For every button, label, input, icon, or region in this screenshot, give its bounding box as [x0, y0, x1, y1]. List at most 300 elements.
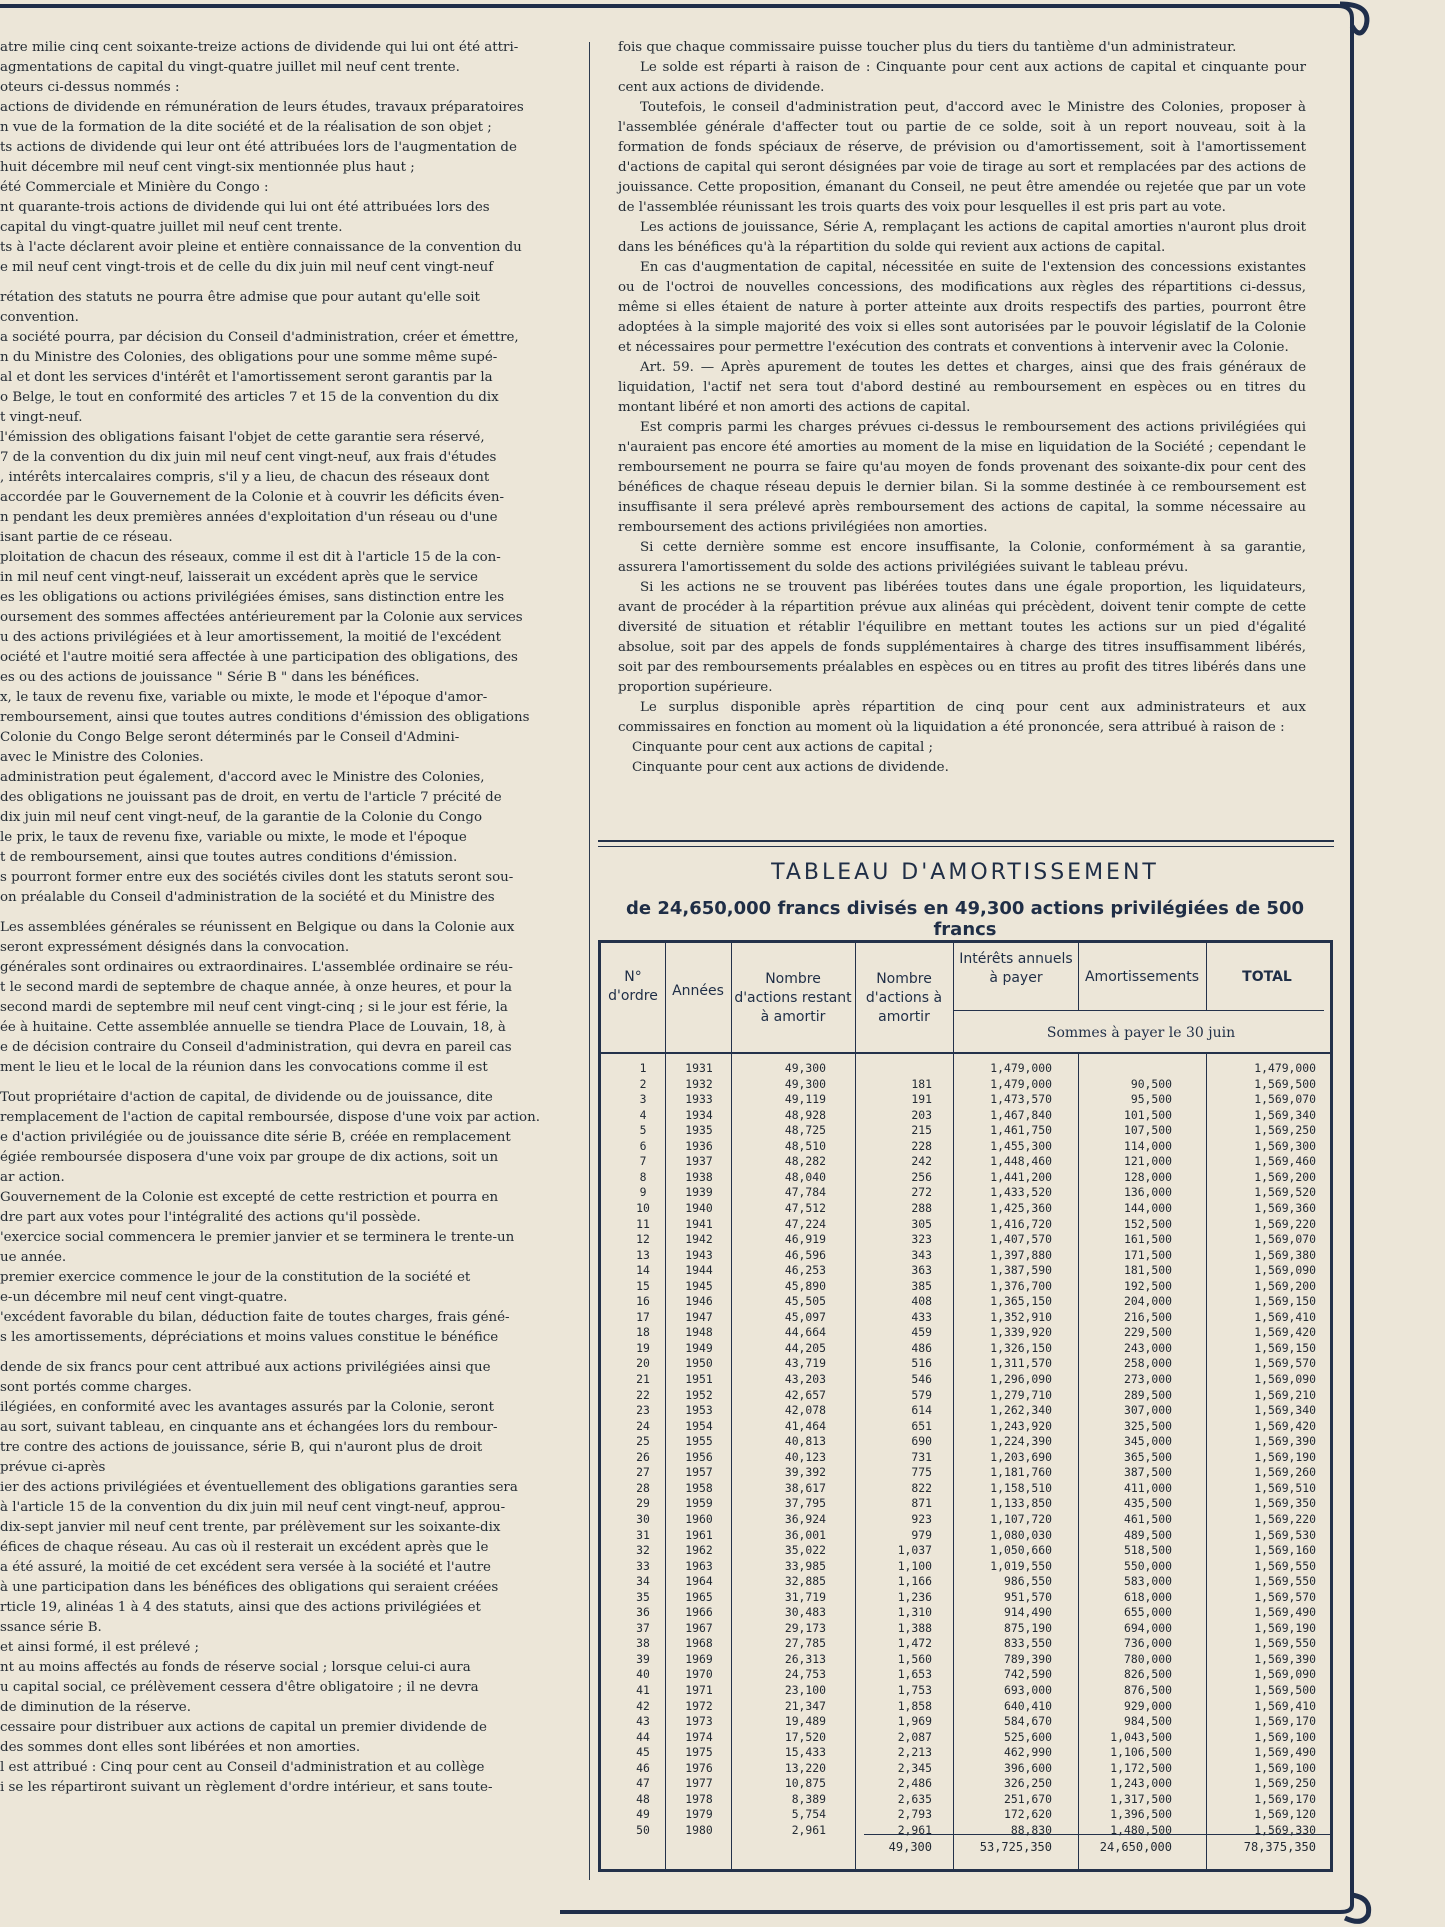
row-to-amortize: 651 — [911, 1418, 932, 1433]
left-text-line: atre milie cinq cent soixante-treize actions de dividende qui lui ont été attri- — [0, 40, 519, 55]
row-remaining: 47,784 — [784, 1185, 826, 1200]
row-total: 1,569,090 — [1254, 1372, 1316, 1386]
row-to-amortize: 822 — [911, 1480, 932, 1495]
row-to-amortize: 2,087 — [897, 1729, 932, 1744]
row-amortization: 736,000 — [1123, 1636, 1172, 1651]
row-no: 28 — [636, 1480, 650, 1495]
row-remaining: 48,725 — [784, 1123, 826, 1138]
left-text-line: isant partie de ce réseau. — [0, 530, 173, 545]
row-remaining: 17,520 — [784, 1729, 826, 1744]
right-paragraph: En cas d'augmentation de capital, nécessitée en suite de l'extension des concessions existantes ou de l'octroi de nouvelles concessions, des modifications aux règles des répartitions ci-dessus, même si elles étaient de nature à porter atteinte aux droits respectifs des parties, pourront être adoptées à la simple majorité des voix si elles sont autorisées par le pouvoir législatif de la Colonie et nécessaires pour permettre l'exécution des contrats et conventions à intervenir avec la Colonie. — [618, 260, 1306, 355]
row-year: 1942 — [685, 1232, 713, 1247]
row-total: 1,569,150 — [1254, 1294, 1316, 1309]
row-year: 1948 — [685, 1325, 713, 1340]
row-year: 1980 — [685, 1822, 713, 1837]
row-total: 1,569,380 — [1254, 1247, 1316, 1262]
row-total: 1,569,350 — [1254, 1496, 1316, 1511]
row-total: 1,569,500 — [1254, 1683, 1316, 1697]
row-remaining: 44,664 — [784, 1325, 826, 1340]
row-total: 1,569,200 — [1254, 1169, 1316, 1184]
row-remaining: 48,510 — [784, 1138, 826, 1153]
right-paragraph: Cinquante pour cent aux actions de capital ; — [632, 740, 934, 755]
row-interest: 1,339,920 — [990, 1325, 1052, 1340]
row-interest: 1,311,570 — [990, 1356, 1052, 1371]
header-divider — [601, 1052, 1330, 1054]
left-text-line: premier exercice commence le jour de la constitution de la société et — [0, 1270, 471, 1285]
row-year: 1952 — [685, 1387, 713, 1402]
row-to-amortize: 323 — [911, 1232, 932, 1247]
row-year: 1974 — [685, 1729, 713, 1744]
totals-interest: 53,725,350 — [979, 1840, 1052, 1854]
row-year: 1937 — [685, 1154, 713, 1169]
row-year: 1958 — [685, 1480, 713, 1495]
left-text-line: n du Ministre des Colonies, des obligations pour une somme même supé- — [0, 350, 498, 365]
row-interest: 584,670 — [1003, 1714, 1052, 1729]
row-total: 1,569,550 — [1254, 1574, 1316, 1589]
row-to-amortize: 775 — [911, 1465, 932, 1480]
row-remaining: 42,078 — [784, 1403, 826, 1418]
row-interest: 1,473,570 — [990, 1092, 1052, 1107]
left-text-line: second mardi de septembre mil neuf cent vingt-cinq ; si le jour est férie, la — [0, 1000, 508, 1015]
row-interest: 1,455,300 — [990, 1138, 1052, 1153]
row-to-amortize: 272 — [911, 1185, 932, 1200]
row-no: 36 — [636, 1605, 650, 1620]
row-interest: 1,050,660 — [990, 1543, 1052, 1558]
row-year: 1956 — [685, 1449, 713, 1464]
row-year: 1979 — [685, 1807, 713, 1822]
row-remaining: 45,097 — [784, 1309, 826, 1324]
row-no: 45 — [636, 1745, 650, 1760]
row-no: 40 — [636, 1667, 650, 1682]
row-no: 47 — [636, 1776, 650, 1791]
row-interest: 1,352,910 — [990, 1309, 1052, 1324]
row-interest: 1,461,750 — [990, 1123, 1052, 1138]
row-to-amortize: 979 — [911, 1527, 932, 1542]
row-year: 1947 — [685, 1309, 713, 1324]
row-no: 25 — [636, 1434, 650, 1449]
row-remaining: 43,203 — [784, 1372, 826, 1386]
left-text-line: e mil neuf cent vingt-trois et de celle du dix juin mil neuf cent vingt-neuf — [0, 260, 494, 275]
row-total: 1,569,530 — [1254, 1527, 1316, 1542]
row-total: 1,569,100 — [1254, 1760, 1316, 1775]
header-total: TOTAL — [1242, 969, 1292, 985]
row-no: 35 — [636, 1589, 650, 1604]
left-text-line: Gouvernement de la Colonie est excepté de cette restriction et pourra en — [0, 1190, 499, 1205]
row-amortization: 121,000 — [1123, 1154, 1172, 1169]
row-remaining: 21,347 — [784, 1698, 826, 1713]
row-to-amortize: 871 — [911, 1496, 932, 1511]
row-amortization: 289,500 — [1123, 1387, 1172, 1402]
row-no: 9 — [639, 1185, 647, 1200]
row-year: 1954 — [685, 1418, 713, 1433]
row-total: 1,569,120 — [1254, 1807, 1316, 1822]
row-remaining: 49,300 — [784, 1061, 826, 1075]
row-no: 24 — [636, 1418, 650, 1433]
col-line-6 — [1206, 943, 1207, 1011]
row-no: 15 — [636, 1278, 650, 1293]
left-text-line: au sort, suivant tableau, en cinquante ans et échangées lors du rembour- — [0, 1420, 498, 1435]
row-year: 1938 — [685, 1169, 713, 1184]
row-year: 1944 — [685, 1263, 713, 1278]
left-text-line: accordée par le Gouvernement de la Colonie et à couvrir les déficits éven- — [0, 490, 505, 505]
row-to-amortize: 1,472 — [897, 1636, 932, 1651]
left-text-line: on préalable du Conseil d'administration de la société et du Ministre des — [0, 890, 495, 905]
row-year: 1934 — [685, 1107, 713, 1122]
row-total: 1,569,150 — [1254, 1340, 1316, 1355]
row-year: 1975 — [685, 1745, 713, 1760]
section-separator — [598, 840, 1334, 847]
row-to-amortize: 579 — [911, 1387, 932, 1402]
row-interest: 172,620 — [1003, 1807, 1052, 1822]
row-to-amortize: 385 — [911, 1278, 932, 1293]
row-to-amortize: 433 — [911, 1309, 932, 1324]
left-text-line: a été assuré, la moitié de cet excédent sera versée à la société et l'autre — [0, 1560, 491, 1575]
right-paragraph: Le surplus disponible après répartition de cinq pour cent aux administrateurs et aux commissaires en fonction au moment où la liquidation a été prononcée, sera attribué à raison de : — [618, 700, 1306, 735]
row-amortization: 273,000 — [1123, 1372, 1172, 1386]
row-no: 37 — [636, 1620, 650, 1635]
row-to-amortize: 516 — [911, 1356, 932, 1371]
row-total: 1,569,360 — [1254, 1200, 1316, 1215]
left-text-line: dre part aux votes pour l'intégralité des actions qu'il possède. — [0, 1210, 421, 1225]
row-year: 1933 — [685, 1092, 713, 1107]
row-interest: 1,448,460 — [990, 1154, 1052, 1169]
row-interest: 1,407,570 — [990, 1232, 1052, 1247]
row-year: 1953 — [685, 1403, 713, 1418]
row-total: 1,569,420 — [1254, 1325, 1316, 1340]
row-to-amortize: 256 — [911, 1169, 932, 1184]
row-to-amortize: 305 — [911, 1216, 932, 1231]
row-interest: 1,433,520 — [990, 1185, 1052, 1200]
row-to-amortize: 690 — [911, 1434, 932, 1449]
row-total: 1,569,500 — [1254, 1076, 1316, 1091]
left-text-line: oursement des sommes affectées antérieurement par la Colonie aux services — [0, 610, 523, 625]
left-text-line: égiée remboursée disposera d'une voix par groupe de dix actions, soit un — [0, 1150, 499, 1165]
row-total: 1,569,170 — [1254, 1791, 1316, 1806]
row-interest: 1,416,720 — [990, 1216, 1052, 1231]
row-no: 4 — [639, 1107, 647, 1122]
left-text-line: s pourront former entre eux des sociétés civiles dont les statuts seront sou- — [0, 870, 514, 885]
row-to-amortize: 228 — [911, 1138, 932, 1153]
row-remaining: 47,224 — [784, 1216, 826, 1231]
row-to-amortize: 343 — [911, 1247, 932, 1262]
left-text-line: ociété et l'autre moitié sera affectée à une participation des obligations, des — [0, 650, 518, 665]
header-sums-note: Sommes à payer le 30 juin — [1046, 1025, 1236, 1041]
row-amortization: 780,000 — [1123, 1651, 1172, 1666]
row-interest: 742,590 — [1003, 1667, 1052, 1682]
row-amortization: 114,000 — [1123, 1138, 1172, 1153]
left-text-line: Les assemblées générales se réunissent en Belgique ou dans la Colonie aux — [0, 920, 515, 935]
col-line-3 — [855, 943, 856, 1869]
left-text-line: actions de dividende en rémunération de leurs études, travaux préparatoires — [0, 100, 524, 115]
row-amortization: 618,000 — [1123, 1589, 1172, 1604]
left-text-line: nt quarante-trois actions de dividende qui lui ont été attribuées lors des — [0, 200, 490, 215]
row-remaining: 24,753 — [784, 1667, 826, 1682]
row-interest: 1,425,360 — [990, 1200, 1052, 1215]
row-interest: 1,107,720 — [990, 1511, 1052, 1526]
row-amortization: 461,500 — [1123, 1511, 1172, 1526]
row-to-amortize: 203 — [911, 1107, 932, 1122]
row-total: 1,569,550 — [1254, 1558, 1316, 1573]
row-remaining: 35,022 — [784, 1543, 826, 1558]
left-text-line: e d'action privilégiée ou de jouissance dite série B, créée en remplacement — [0, 1130, 511, 1145]
row-to-amortize: 1,753 — [897, 1683, 932, 1697]
row-remaining: 37,795 — [784, 1496, 826, 1511]
row-to-amortize: 1,858 — [897, 1698, 932, 1713]
row-total: 1,569,090 — [1254, 1667, 1316, 1682]
left-text-line: i se les répartiront suivant un règlement d'ordre intérieur, et sans toute- — [0, 1780, 493, 1795]
row-total: 1,569,410 — [1254, 1309, 1316, 1324]
totals-to-amortize: 49,300 — [888, 1840, 932, 1854]
row-remaining: 38,617 — [784, 1480, 826, 1495]
row-remaining: 45,505 — [784, 1294, 826, 1309]
row-year: 1957 — [685, 1465, 713, 1480]
row-amortization: 518,500 — [1123, 1543, 1172, 1558]
row-interest: 789,390 — [1003, 1651, 1052, 1666]
left-text-line: avec le Ministre des Colonies. — [0, 750, 204, 765]
row-total: 1,569,220 — [1254, 1216, 1316, 1231]
row-year: 1949 — [685, 1340, 713, 1355]
row-total: 1,569,510 — [1254, 1480, 1316, 1495]
row-remaining: 46,596 — [784, 1247, 826, 1262]
row-to-amortize: 1,166 — [897, 1574, 932, 1589]
row-no: 22 — [636, 1387, 650, 1402]
left-text-line: éfices de chaque réseau. Au cas où il resterait un excédent après que le — [0, 1540, 489, 1555]
row-remaining: 49,119 — [784, 1092, 826, 1107]
left-text-line: à une participation dans les bénéfices des obligations qui seraient créées — [0, 1580, 499, 1595]
row-to-amortize: 363 — [911, 1263, 932, 1278]
row-no: 11 — [636, 1216, 650, 1231]
row-remaining: 30,483 — [784, 1605, 826, 1620]
row-to-amortize: 546 — [911, 1372, 932, 1386]
left-text-line: à l'article 15 de la convention du dix juin mil neuf cent vingt-neuf, approu- — [0, 1500, 506, 1515]
row-amortization: 1,317,500 — [1110, 1791, 1172, 1806]
row-remaining: 23,100 — [784, 1683, 826, 1697]
row-total: 1,569,340 — [1254, 1403, 1316, 1418]
row-year: 1940 — [685, 1200, 713, 1215]
row-total: 1,569,520 — [1254, 1185, 1316, 1200]
row-to-amortize: 2,635 — [897, 1791, 932, 1806]
row-total: 1,479,000 — [1254, 1061, 1316, 1075]
row-remaining: 19,489 — [784, 1714, 826, 1729]
row-no: 3 — [639, 1092, 647, 1107]
row-no: 33 — [636, 1558, 650, 1573]
row-total: 1,569,390 — [1254, 1434, 1316, 1449]
row-to-amortize: 2,213 — [897, 1745, 932, 1760]
row-remaining: 45,890 — [784, 1278, 826, 1293]
row-amortization: 136,000 — [1123, 1185, 1172, 1200]
left-text-line: ée à huitaine. Cette assemblée annuelle se tiendra Place de Louvain, 18, à — [0, 1020, 506, 1035]
row-interest: 1,397,880 — [990, 1247, 1052, 1262]
row-no: 31 — [636, 1527, 650, 1542]
left-text-line: ssance série B. — [0, 1620, 102, 1635]
row-remaining: 15,433 — [784, 1745, 826, 1760]
left-text-line: a société pourra, par décision du Conseil d'administration, créer et émettre, — [0, 330, 519, 345]
row-to-amortize: 2,345 — [897, 1760, 932, 1775]
row-interest: 986,550 — [1003, 1574, 1052, 1589]
row-year: 1970 — [685, 1667, 713, 1682]
left-text-line: prévue ci-après — [0, 1460, 106, 1475]
left-text-line: ue année. — [0, 1250, 67, 1265]
header-amortization: Amortissements — [1084, 969, 1200, 985]
row-remaining: 8,389 — [791, 1791, 826, 1806]
row-interest: 251,670 — [1003, 1791, 1052, 1806]
row-year: 1963 — [685, 1558, 713, 1573]
row-year: 1939 — [685, 1185, 713, 1200]
row-interest: 326,250 — [1003, 1776, 1052, 1791]
row-to-amortize: 1,560 — [897, 1651, 932, 1666]
row-amortization: 144,000 — [1123, 1200, 1172, 1215]
row-amortization: 876,500 — [1123, 1683, 1172, 1697]
left-text-line: sont portés comme charges. — [0, 1380, 192, 1395]
row-year: 1971 — [685, 1683, 713, 1697]
row-total: 1,569,210 — [1254, 1387, 1316, 1402]
header-no: N° d'ordre — [608, 969, 658, 1004]
left-text-column — [0, 38, 560, 1918]
totals-amortization: 24,650,000 — [1099, 1840, 1172, 1854]
left-text-line: tre contre des actions de jouissance, série B, qui n'auront plus de droit — [0, 1440, 483, 1455]
row-amortization: 1,043,500 — [1110, 1729, 1172, 1744]
row-no: 10 — [636, 1200, 650, 1215]
row-total: 1,569,190 — [1254, 1449, 1316, 1464]
row-amortization: 192,500 — [1123, 1278, 1172, 1293]
row-to-amortize: 459 — [911, 1325, 932, 1340]
left-text-line: al et dont les services d'intérêt et l'amortissement seront garantis par la — [0, 370, 493, 385]
row-remaining: 27,785 — [784, 1636, 826, 1651]
row-amortization: 161,500 — [1123, 1232, 1172, 1247]
row-to-amortize: 2,793 — [897, 1807, 932, 1822]
right-paragraph: Si les actions ne se trouvent pas libérées toutes dans une égale proportion, les liquidateurs, avant de procéder à la répartition prévue aux alinéas qui précèdent, doivent tenir compte de cette diversité de situation et rétablir l'équilibre en mettant toutes les actions sur un pied d'égalité absolue, soit par des appels de fonds supplémentaires à charge des titres insuffisamment libérés, soit par des remboursements préalables en espèces ou en titres au profit des titres libérés dans une proportion supérieure. — [618, 580, 1306, 695]
row-year: 1965 — [685, 1589, 713, 1604]
row-interest: 1,387,590 — [990, 1263, 1052, 1278]
row-to-amortize: 242 — [911, 1154, 932, 1169]
row-to-amortize: 1,969 — [897, 1714, 932, 1729]
left-text-line: capital du vingt-quatre juillet mil neuf cent trente. — [0, 220, 343, 235]
row-total: 1,569,200 — [1254, 1278, 1316, 1293]
row-interest: 1,441,200 — [990, 1169, 1052, 1184]
row-year: 1973 — [685, 1714, 713, 1729]
row-total: 1,569,260 — [1254, 1465, 1316, 1480]
row-amortization: 171,500 — [1123, 1247, 1172, 1262]
row-to-amortize: 923 — [911, 1511, 932, 1526]
row-year: 1943 — [685, 1247, 713, 1262]
header-years: Années — [672, 983, 724, 999]
row-year: 1959 — [685, 1496, 713, 1511]
row-total: 1,569,330 — [1254, 1822, 1316, 1837]
row-year: 1936 — [685, 1138, 713, 1153]
row-total: 1,569,490 — [1254, 1745, 1316, 1760]
left-text-line: ploitation de chacun des réseaux, comme il est dit à l'article 15 de la con- — [0, 550, 501, 565]
row-amortization: 1,396,500 — [1110, 1807, 1172, 1822]
row-amortization: 181,500 — [1123, 1263, 1172, 1278]
row-interest: 1,479,000 — [990, 1076, 1052, 1091]
row-interest: 1,262,340 — [990, 1403, 1052, 1418]
row-to-amortize: 2,961 — [897, 1822, 932, 1837]
row-no: 48 — [636, 1791, 650, 1806]
row-amortization: 204,000 — [1123, 1294, 1172, 1309]
row-remaining: 47,512 — [784, 1200, 826, 1215]
left-text-line: ar action. — [0, 1170, 65, 1185]
row-remaining: 48,928 — [784, 1107, 826, 1122]
left-text-line: in mil neuf cent vingt-neuf, laisserait un excédent après que le service — [0, 570, 478, 585]
row-no: 34 — [636, 1574, 650, 1589]
left-text-line: es ou des actions de jouissance " Série B " dans les bénéfices. — [0, 670, 420, 685]
left-text-line: rticle 19, alinéas 1 à 4 des statuts, ainsi que des actions privilégiées et — [0, 1600, 481, 1615]
row-interest: 1,279,710 — [990, 1387, 1052, 1402]
row-no: 12 — [636, 1232, 650, 1247]
row-total: 1,569,160 — [1254, 1543, 1316, 1558]
row-remaining: 26,313 — [784, 1651, 826, 1666]
left-text-line: x, le taux de revenu fixe, variable ou mixte, le mode et l'époque d'amor- — [0, 690, 488, 705]
row-no: 20 — [636, 1356, 650, 1371]
left-text-line: t de remboursement, ainsi que toutes autres conditions d'émission. — [0, 850, 458, 865]
row-remaining: 46,919 — [784, 1232, 826, 1247]
row-total: 1,569,390 — [1254, 1651, 1316, 1666]
col-line-5b — [1078, 1054, 1079, 1869]
row-total: 1,569,420 — [1254, 1418, 1316, 1433]
row-to-amortize: 1,100 — [897, 1558, 932, 1573]
row-year: 1961 — [685, 1527, 713, 1542]
right-paragraph: Cinquante pour cent aux actions de dividende. — [632, 760, 949, 775]
left-text-line: dix juin mil neuf cent vingt-neuf, de la garantie de la Colonie du Congo — [0, 810, 483, 825]
row-total: 1,569,070 — [1254, 1232, 1316, 1247]
left-text-line: ment le lieu et le local de la réunion dans les convocations comme il est — [0, 1060, 488, 1075]
row-remaining: 36,924 — [784, 1511, 826, 1526]
row-interest: 640,410 — [1003, 1698, 1052, 1713]
row-interest: 1,133,850 — [990, 1496, 1052, 1511]
row-remaining: 44,205 — [784, 1340, 826, 1355]
row-amortization: 243,000 — [1123, 1340, 1172, 1355]
row-remaining: 36,001 — [784, 1527, 826, 1542]
left-text-line: des sommes dont elles sont libérées et non amorties. — [0, 1740, 361, 1755]
row-to-amortize: 486 — [911, 1340, 932, 1355]
left-text-line: générales sont ordinaires ou extraordinaires. L'assemblée ordinaire se réu- — [0, 960, 513, 975]
col-line-1 — [665, 943, 666, 1869]
row-year: 1955 — [685, 1434, 713, 1449]
left-text-line: cessaire pour distribuer aux actions de capital un premier dividende de — [0, 1720, 487, 1735]
left-text-line: n vue de la formation de la dite société et de la réalisation de son objet ; — [0, 120, 492, 135]
row-year: 1960 — [685, 1511, 713, 1526]
left-text-line: u des actions privilégiées et à leur amortissement, la moitié de l'excédent — [0, 630, 502, 645]
row-total: 1,569,250 — [1254, 1776, 1316, 1791]
row-amortization: 489,500 — [1123, 1527, 1172, 1542]
row-year: 1935 — [685, 1123, 713, 1138]
row-to-amortize: 408 — [911, 1294, 932, 1309]
col-line-4 — [953, 943, 954, 1869]
row-interest: 1,080,030 — [990, 1527, 1052, 1542]
left-text-line: convention. — [0, 310, 79, 325]
header-remaining: Nombre d'actions restant à amortir — [734, 971, 852, 1025]
row-remaining: 41,464 — [784, 1418, 826, 1433]
row-amortization: 655,000 — [1123, 1605, 1172, 1620]
row-interest: 1,467,840 — [990, 1107, 1052, 1122]
row-no: 26 — [636, 1449, 650, 1464]
row-total: 1,569,100 — [1254, 1729, 1316, 1744]
row-remaining: 48,040 — [784, 1169, 826, 1184]
row-no: 17 — [636, 1309, 650, 1324]
row-total: 1,569,490 — [1254, 1605, 1316, 1620]
row-total: 1,569,460 — [1254, 1154, 1316, 1169]
row-interest: 1,224,390 — [990, 1434, 1052, 1449]
left-text-line: 'excédent favorable du bilan, déduction faite de toutes charges, frais géné- — [0, 1310, 510, 1325]
row-no: 38 — [636, 1636, 650, 1651]
row-amortization: 984,500 — [1123, 1714, 1172, 1729]
row-amortization: 152,500 — [1123, 1216, 1172, 1231]
row-remaining: 48,282 — [784, 1154, 826, 1169]
row-interest: 1,479,000 — [990, 1061, 1052, 1075]
right-paragraph: Les actions de jouissance, Série A, remplaçant les actions de capital amorties n'auront plus droit dans les bénéfices qu'à la répartition du solde qui revient aux actions de capital. — [618, 220, 1306, 255]
left-text-line: administration peut également, d'accord avec le Ministre des Colonies, — [0, 770, 485, 785]
left-text-line: dix-sept janvier mil neuf cent trente, par prélèvement sur les soixante-dix — [0, 1520, 501, 1535]
